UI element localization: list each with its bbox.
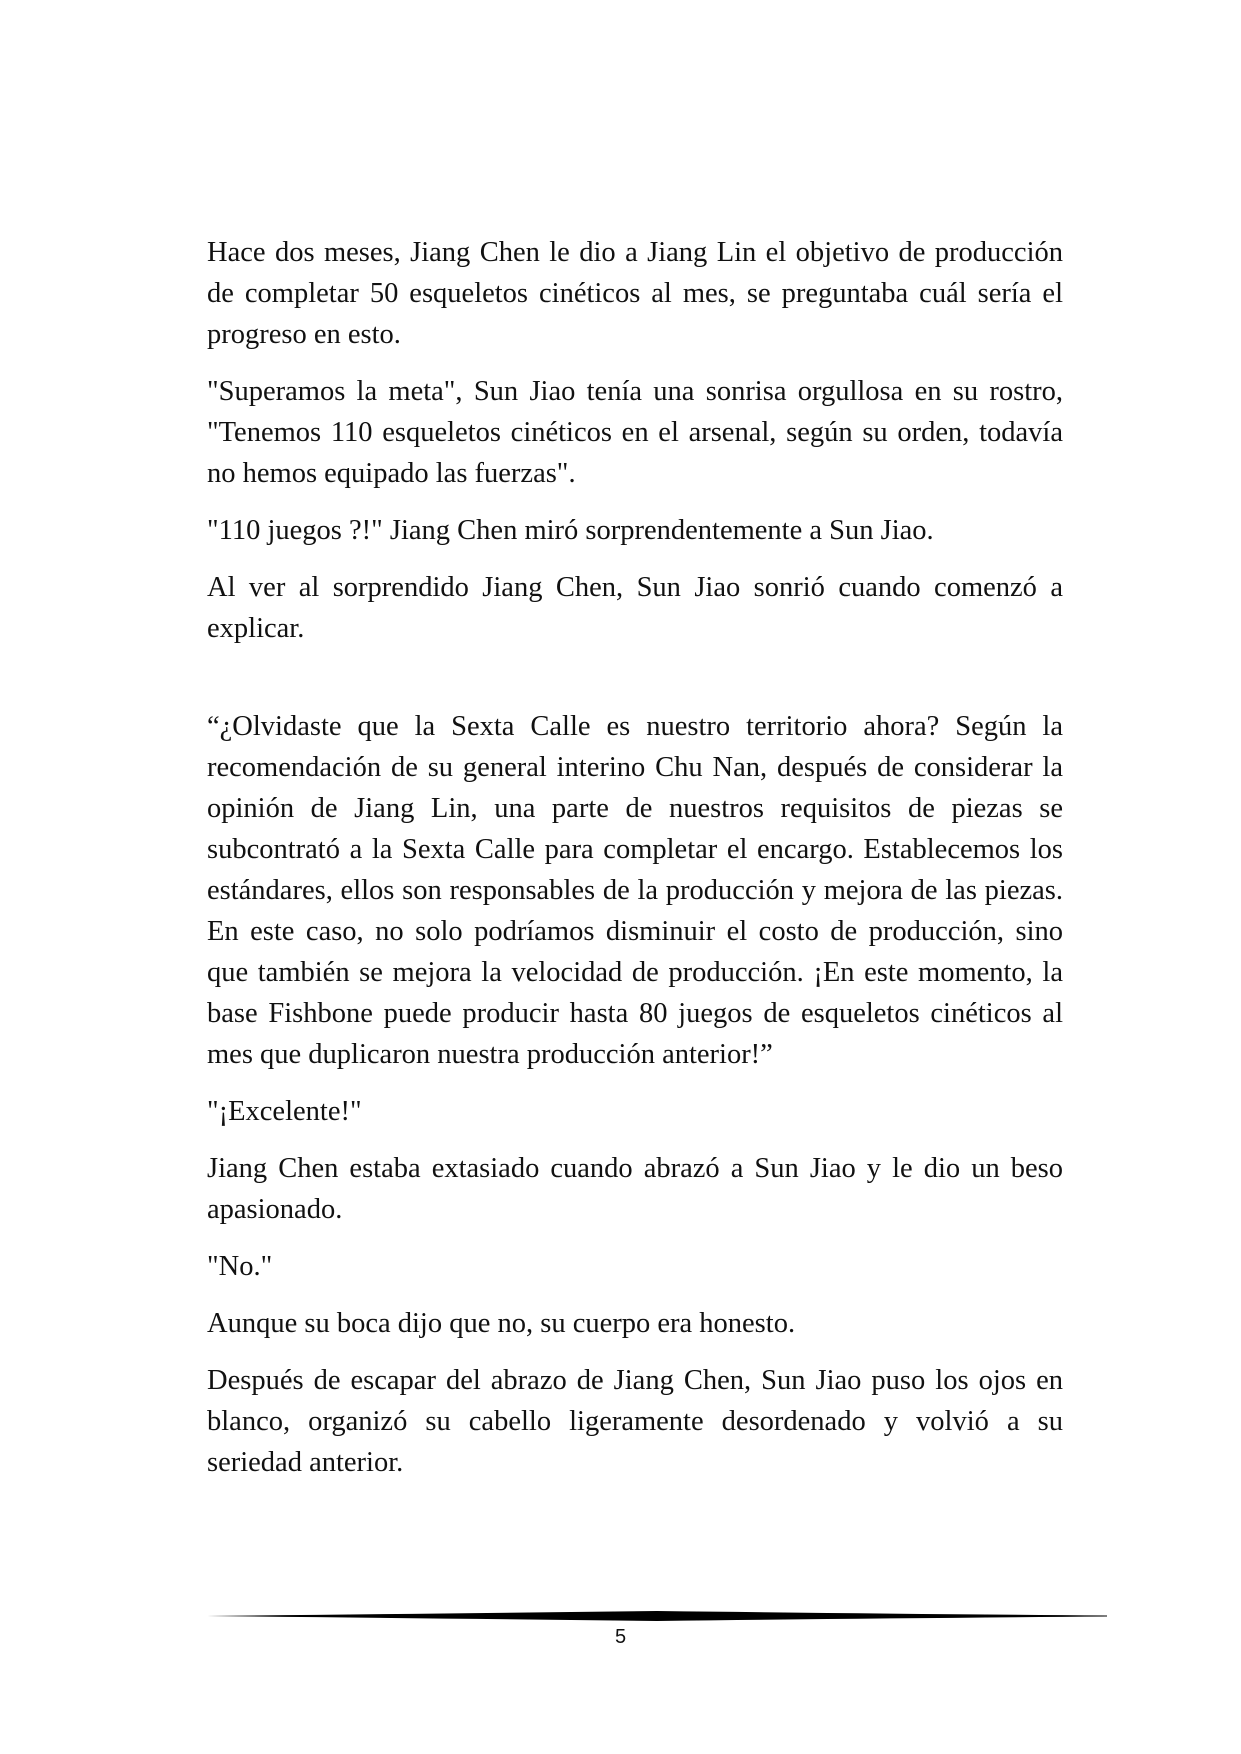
paragraph-4: Al ver al sorprendido Jiang Chen, Sun Jiao sonrió cuando comenzó a explicar. [207,572,1063,644]
footer-divider [207,1610,1107,1622]
paragraph-3: "110 juegos ?!" Jiang Chen miró sorprendentemente a Sun Jiao. [207,515,934,546]
paragraph-5: “¿Olvidaste que la Sexta Calle es nuestro territorio ahora? Según la recomendación de su general interino Chu Nan, después de considerar la opinión de Jiang Lin, una parte de nuestros requisitos de piezas se subcontrató a la Sexta Calle para completar el encargo. Establecemos los estándares, ellos son responsables de la producción y mejora de las piezas. En este caso, no solo podríamos disminuir el costo de producción, sino que también se mejora la velocidad de producción. ¡En este momento, la base Fishbone puede producir hasta 80 juegos de esqueletos cinéticos al mes que duplicaron nuestra producción anterior!” [207,711,1063,1070]
paragraph-7: Jiang Chen estaba extasiado cuando abrazó a Sun Jiao y le dio un beso apasionado. [207,1153,1063,1225]
paragraph-8: "No." [207,1251,273,1282]
paragraph-1: Hace dos meses, Jiang Chen le dio a Jiang Lin el objetivo de producción de completar 50 esqueletos cinéticos al mes, se preguntaba cuál sería el progreso en esto. [207,237,1063,350]
paragraph-6: "¡Excelente!" [207,1096,362,1127]
body-text [207,232,1063,1499]
paragraph-10: Después de escapar del abrazo de Jiang Chen, Sun Jiao puso los ojos en blanco, organizó su cabello ligeramente desordenado y volvió a su seriedad anterior. [207,1365,1063,1478]
paragraph-2: "Superamos la meta", Sun Jiao tenía una sonrisa orgullosa en su rostro, "Tenemos 110 esqueletos cinéticos en el arsenal, según su orden, todavía no hemos equipado las fuerzas". [207,376,1063,489]
paragraph-9: Aunque su boca dijo que no, su cuerpo era honesto. [207,1308,796,1339]
page-number: 5 [614,1626,627,1648]
